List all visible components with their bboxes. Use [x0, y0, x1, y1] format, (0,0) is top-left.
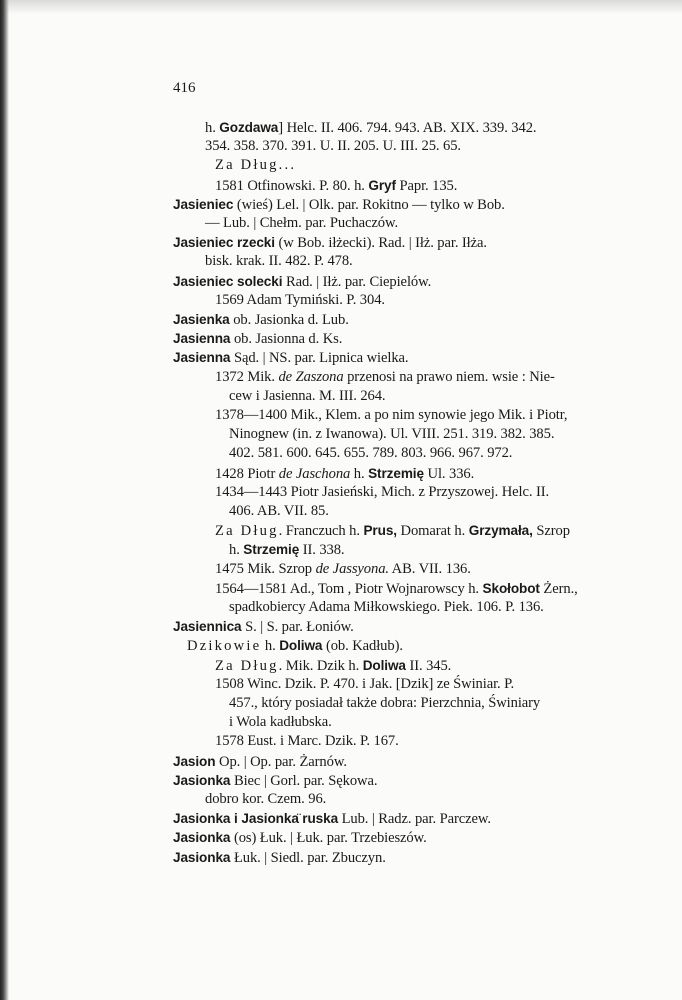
- place-name: Strzemię: [368, 465, 424, 481]
- text-run: przenosi na prawo niem. wsie : Nie-: [343, 368, 555, 385]
- text-run: h.: [350, 465, 369, 482]
- place-name: Jasionka: [173, 849, 231, 865]
- entry-heading-line: [173, 272, 431, 292]
- text-run: — Lub. | Chełm. par. Puchaczów.: [205, 215, 399, 231]
- place-name: Jasionka: [173, 772, 231, 788]
- text-run: 1428 Piotr: [215, 465, 279, 482]
- entry-text-line: [229, 502, 329, 521]
- text-run: II. 345.: [405, 657, 452, 674]
- entry-heading-line: [173, 828, 427, 848]
- text-run: spadkobiercy Adama Miłkowskiego. Piek. 106. P. 136.: [229, 599, 544, 615]
- text-run: 406. AB. VII. 85.: [229, 503, 329, 519]
- text-run: Op. | Op. par. Żarnów.: [215, 753, 347, 770]
- scan-shadow-top: [0, 0, 682, 14]
- entry-heading-line: [173, 310, 349, 330]
- place-name: Jasion: [173, 753, 216, 769]
- text-run: 457., który posiadał także dobra: Pierzchnia, Świniary: [229, 695, 541, 711]
- text-run: ob. Jasionna d. Ks.: [230, 331, 343, 348]
- text-run: Łuk. | Siedl. par. Zbuczyn.: [230, 849, 386, 866]
- latin-form: de Jaschona: [278, 465, 351, 482]
- text-run: Ul. 336.: [423, 465, 475, 482]
- entry-text-line: [229, 713, 332, 732]
- text-run: 1578 Eust. i Marc. Dzik. P. 167.: [215, 733, 399, 750]
- text-run: cew i Jasienna. M. III. 264.: [229, 387, 386, 404]
- entry-text-line: [215, 656, 451, 676]
- text-run: 354. 358. 370. 391. U. II. 205. U. III. 25. 65.: [205, 138, 461, 155]
- place-name: Jasionka i Jasionka: [173, 811, 299, 827]
- text-run: 1378—1400 Mik., Klem. a po nim synowie jego Mik. i Piotr,: [215, 407, 568, 423]
- text-run: i Wola kadłubska.: [229, 714, 332, 731]
- text-run: 1372 Mik.: [215, 368, 279, 385]
- entry-text-line: [215, 156, 296, 175]
- entry-text-line: [229, 540, 344, 560]
- text-run: Papr. 135.: [395, 177, 458, 194]
- text-run: S. | S. par. Łoniów.: [241, 619, 354, 636]
- place-name: Jasiennica: [173, 619, 242, 635]
- text-run: bisk. krak. II. 482. P. 478.: [205, 253, 353, 270]
- place-name: Jasienka: [173, 312, 230, 327]
- entry-text-line: [229, 444, 512, 463]
- entry-text-line: [229, 387, 385, 406]
- entry-heading-line: [173, 848, 386, 868]
- place-name: Gryf: [368, 177, 396, 193]
- text-run: Żern.,: [539, 580, 578, 597]
- entry-text-line: [215, 291, 385, 310]
- text-run: (os) Łuk. | Łuk. par. Trzebieszów.: [230, 830, 427, 847]
- place-name: Jasieniec: [173, 196, 234, 212]
- text-run: Biec | Gorl. par. Sękowa.: [230, 772, 378, 789]
- text-run: Dzikowie: [187, 638, 262, 655]
- entry-text-line: [205, 252, 353, 271]
- entry-text-line: [215, 406, 567, 425]
- text-run: h.: [205, 120, 220, 136]
- place-name: Grzymała,: [468, 523, 533, 539]
- text-run: 1564—1581 Ad., Tom , Piotr Wojnarowscy h.: [215, 580, 483, 597]
- text-run: 1581 Otfinowski. P. 80. h.: [215, 177, 369, 194]
- entry-heading-line: [173, 752, 347, 772]
- latin-form: de Jassyona.: [315, 560, 389, 577]
- text-run: ob. Jasionka d. Lub.: [229, 312, 349, 328]
- text-run: Szrop: [532, 523, 570, 540]
- text-run: 1475 Mik. Szrop: [215, 560, 316, 577]
- place-name: Doliwa: [279, 638, 323, 654]
- text-run: Lub. | Radz. par. Parczew.: [338, 811, 491, 828]
- text-run: AB. VII. 136.: [388, 560, 471, 577]
- entry-text-line: [215, 176, 457, 196]
- text-run: . Mik. Dzik h.: [278, 657, 363, 674]
- entry-text-line: [215, 675, 514, 694]
- text-run: (wieś) Lel. | Olk. par. Rokitno — tylko w Bob.: [233, 196, 505, 213]
- entry-heading-line: [173, 348, 408, 368]
- entry-text-line: [187, 636, 403, 656]
- text-run: 1508 Winc. Dzik. P. 470. i Jak. [Dzik] ze Świniar. P.: [215, 675, 515, 692]
- entry-text-line: [205, 214, 398, 233]
- text-run: . Franczuch h.: [278, 523, 364, 540]
- entry-text-line: [215, 732, 399, 751]
- entry-heading-line: [173, 233, 487, 253]
- entry-text-line: [229, 694, 540, 713]
- entry-text-line: [205, 790, 326, 809]
- entry-text-line: [215, 464, 474, 484]
- place-name: ruska: [302, 811, 339, 827]
- entry-text-line: [205, 137, 461, 156]
- text-run: dobro kor. Czem. 96.: [205, 791, 327, 807]
- place-name: Doliwa: [362, 657, 406, 673]
- place-name: Skołobot: [482, 580, 540, 596]
- text-run: 1434—1443 Piotr Jasieński, Mich. z Przyszowej. Helc. II.: [215, 483, 550, 500]
- text-run: Za Dług...: [215, 157, 297, 174]
- place-name: Jasieniec rzecki: [173, 235, 275, 251]
- place-name: Prus,: [363, 523, 397, 539]
- place-name: Gozdawa: [219, 120, 279, 135]
- page-number: 416: [173, 80, 196, 96]
- entry-heading-line: [173, 771, 377, 791]
- text-run: Sąd. | NS. par. Lipnica wielka.: [230, 350, 409, 367]
- text-run: Za Dług: [215, 523, 279, 540]
- entry-text-line: [229, 425, 554, 444]
- text-run: II. 338.: [299, 542, 345, 559]
- text-run: 402. 581. 600. 645. 655. 789. 803. 966. 967. 972.: [229, 445, 513, 462]
- place-name: Jasienna: [173, 331, 231, 347]
- text-run: Za Dług: [215, 657, 279, 674]
- entry-heading-line: [173, 809, 491, 829]
- text-run: 1569 Adam Tymiński. P. 304.: [215, 291, 385, 308]
- entry-text-line: [215, 579, 578, 599]
- text-run: Domarat h.: [396, 523, 469, 540]
- scan-binding-edge: [0, 0, 9, 1000]
- entry-heading-line: [173, 329, 342, 349]
- text-run: h.: [229, 542, 244, 559]
- text-run: (w Bob. iłżecki). Rad. | Iłż. par. Iłża.: [274, 235, 487, 252]
- entry-text-line: [215, 560, 471, 579]
- place-name: Jasionka: [173, 830, 231, 846]
- entry-text-line: [215, 521, 570, 541]
- text-run: Rad. | Iłż. par. Ciepielów.: [282, 273, 432, 290]
- text-run: (ob. Kadłub).: [322, 638, 403, 655]
- text-run: ̈: [298, 811, 303, 828]
- entry-text-line: [205, 118, 536, 138]
- text-run: h.: [261, 638, 280, 655]
- entry-text-line: [229, 598, 544, 617]
- entry-text-line: [215, 368, 555, 387]
- latin-form: de Zaszona: [278, 368, 344, 385]
- text-run: Ninognew (in. z Iwanowa). Ul. VIII. 251. 319. 382. 385.: [229, 426, 555, 443]
- entry-text-line: [215, 483, 549, 502]
- place-name: Strzemię: [243, 542, 300, 558]
- place-name: Jasienna: [173, 350, 231, 366]
- text-run: ] Helc. II. 406. 794. 943. AB. XIX. 339. 342.: [278, 120, 537, 136]
- entry-heading-line: [173, 195, 505, 215]
- entry-heading-line: [173, 617, 354, 637]
- place-name: Jasieniec solecki: [173, 273, 283, 289]
